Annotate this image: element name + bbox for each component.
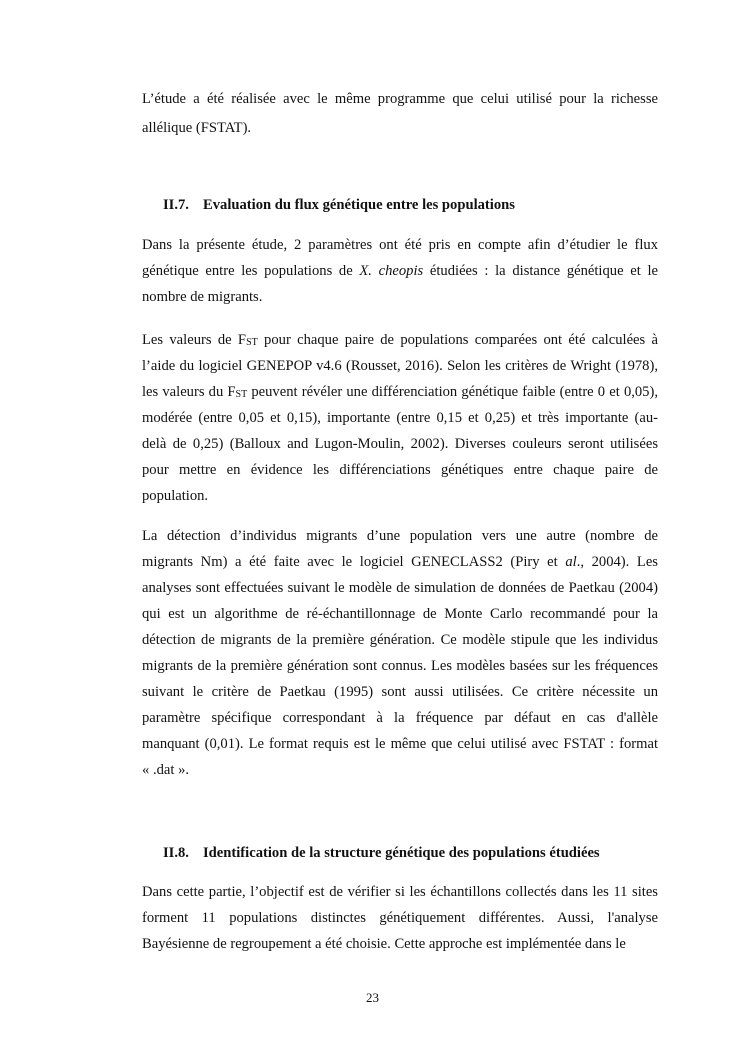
italic-text: al	[565, 554, 577, 570]
heading-title: Identification de la structure génétique des populations étudiées	[203, 845, 600, 861]
text-line	[142, 601, 658, 627]
text-line	[142, 284, 658, 310]
text-line	[142, 523, 658, 549]
text-line	[142, 653, 658, 679]
heading-title: Evaluation du flux génétique entre les populations	[203, 197, 515, 213]
text-run: Dans la présente étude, 2 paramètres ont été pris en compte afin d’étudier le flux	[142, 237, 658, 253]
text-run: pour mettre en évidence les différenciations génétiques entre chaque paire de	[142, 462, 658, 478]
text-run: pour chaque paire de populations comparées ont été calculées à	[257, 332, 658, 348]
paragraph-migrants-detection	[142, 523, 658, 783]
subscript-text: ST	[246, 337, 258, 348]
text-run: « .dat ».	[142, 762, 190, 778]
italic-text: X. cheopis	[359, 263, 424, 279]
paragraph-fst-values	[142, 327, 658, 509]
heading-number: II.8.	[163, 845, 189, 861]
paragraph-structure-intro	[142, 879, 658, 957]
text-line	[142, 232, 658, 258]
text-run: Dans cette partie, l’objectif est de vérifier si les échantillons collectés dans les 11 sites	[142, 884, 658, 900]
text-run: population.	[142, 488, 209, 504]
text-run: migrants Nm) a été faite avec le logiciel GENECLASS2 (Piry et	[142, 554, 566, 570]
text-run: allélique (FSTAT).	[142, 120, 252, 136]
text-line	[142, 405, 658, 431]
text-line	[142, 757, 658, 783]
text-line	[142, 705, 658, 731]
section-heading-II-7	[163, 192, 515, 218]
text-line	[142, 679, 658, 705]
paragraph-flux-intro	[142, 232, 658, 310]
text-run: L’étude a été réalisée avec le même programme que celui utilisé pour la richesse	[142, 91, 658, 107]
text-run: nombre de migrants.	[142, 289, 263, 305]
text-run: génétique entre les populations de	[142, 263, 360, 279]
text-line	[142, 905, 658, 931]
text-run: La détection d’individus migrants d’une population vers une autre (nombre de	[142, 528, 658, 544]
text-line	[142, 483, 658, 509]
text-line	[142, 431, 658, 457]
text-run: migrants de la première génération sont connus. Les modèles basées sur les fréquences	[142, 658, 658, 674]
text-run: suivant le critère de Paetkau (1995) sont aussi utilisées. Ce critère nécessite un	[142, 684, 658, 700]
text-line	[142, 353, 658, 379]
text-line	[142, 379, 658, 405]
text-run: détection de migrants de la première génération. Ce modèle stipule que les individus	[142, 632, 658, 648]
text-run: delà de 0,25) (Balloux and Lugon-Moulin, 2002). Diverses couleurs seront utilisées	[142, 436, 658, 452]
text-run: les valeurs du F	[142, 384, 236, 400]
text-run: qui est un algorithme de ré-échantillonnage de Monte Carlo recommandé pour la	[142, 606, 658, 622]
text-line	[142, 879, 658, 905]
text-line	[142, 327, 658, 353]
text-run: Bayésienne de regroupement a été choisie. Cette approche est implémentée dans le	[142, 936, 626, 952]
text-line	[142, 931, 658, 957]
text-run: forment 11 populations distinctes génétiquement différentes. Aussi, l'analyse	[142, 910, 658, 926]
text-run: manquant (0,01). Le format requis est le même que celui utilisé avec FSTAT : format	[142, 736, 658, 752]
text-run: étudiées : la distance génétique et le	[423, 263, 658, 279]
page-number: 23	[366, 990, 379, 1005]
text-line	[142, 85, 658, 114]
text-line	[142, 258, 658, 284]
text-run: ., 2004). Les	[576, 554, 658, 570]
text-run: modérée (entre 0,05 et 0,15), importante (entre 0,15 et 0,25) et très importante (au-	[142, 410, 658, 426]
text-line	[142, 731, 658, 757]
text-line	[142, 549, 658, 575]
text-run: peuvent révéler une différenciation génétique faible (entre 0 et 0,05),	[247, 384, 658, 400]
paragraph-fstat-note	[142, 85, 658, 143]
text-line	[142, 575, 658, 601]
text-run: Les valeurs de F	[142, 332, 247, 348]
section-heading-II-8	[163, 840, 600, 866]
text-run: l’aide du logiciel GENEPOP v4.6 (Rousset, 2016). Selon les critères de Wright (1978),	[142, 358, 658, 374]
heading-number: II.7.	[163, 197, 189, 213]
text-line	[142, 114, 658, 143]
text-run: analyses sont effectuées suivant le modèle de simulation de données de Paetkau (2004)	[142, 580, 658, 596]
text-line	[142, 627, 658, 653]
text-run: paramètre spécifique correspondant à la fréquence par défaut en cas d'allèle	[142, 710, 658, 726]
subscript-text: ST	[235, 389, 248, 400]
text-line	[142, 457, 658, 483]
